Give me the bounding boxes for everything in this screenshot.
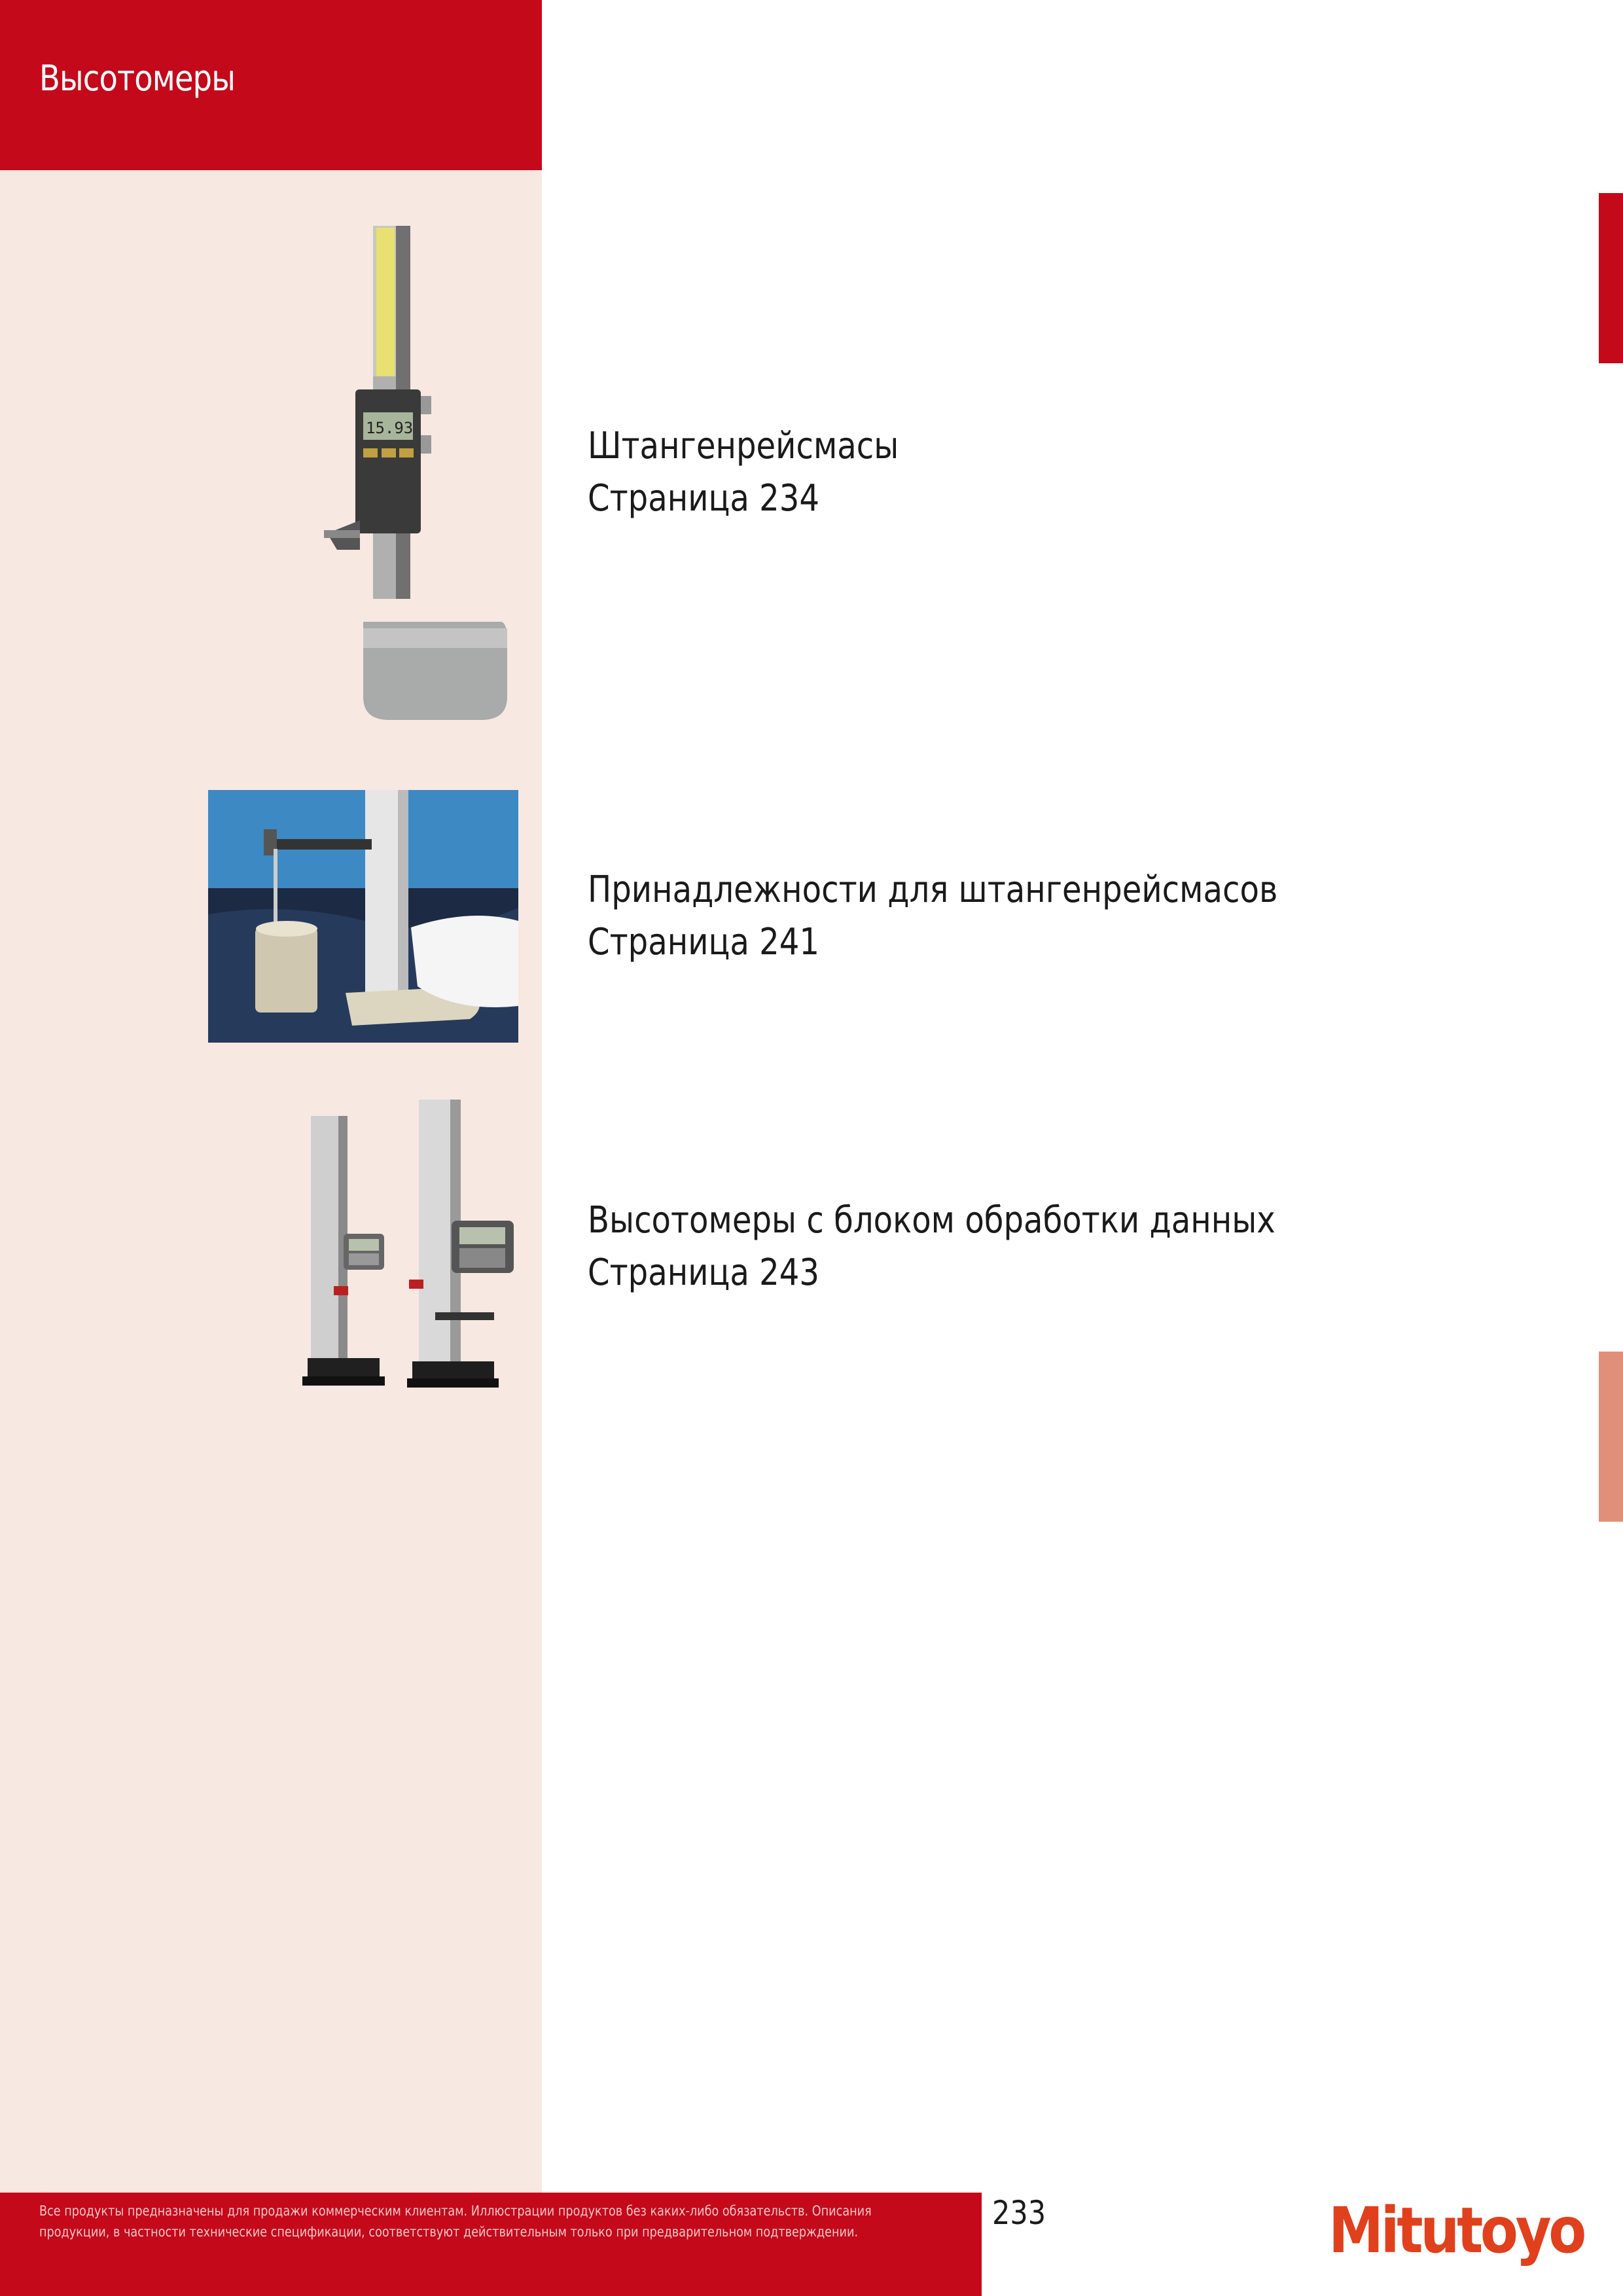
section-header: [0, 0, 542, 170]
entry-title: Штангенрейсмасы: [588, 425, 899, 467]
page-number: 233: [992, 2194, 1046, 2232]
catalog-entry-data-processing[interactable]: [588, 1194, 1275, 1299]
gauge-display-value: 15.93: [366, 419, 414, 437]
entry-page-ref: Страница 241: [588, 921, 820, 963]
digital-height-gauge-photo: [298, 223, 514, 726]
entry-page-ref: Страница 243: [588, 1251, 820, 1294]
catalog-entry-height-gauges[interactable]: [588, 420, 899, 525]
footer-disclaimer: Все продукты предназначены для продажи коммерческим клиентам. Иллюстрации продуктов без каких-либо обязательств. Описания продукции, в частности технические спецификации, соответствуют действительным только при предварительном подтверждении.: [39, 2203, 872, 2240]
height-gauge-accessories-photo: [208, 790, 518, 1043]
mitutoyo-logo: Mitutoyo: [1329, 2194, 1584, 2267]
chapter-tab: [1599, 1352, 1623, 1522]
entry-title: Принадлежности для штангенрейсмасов: [588, 869, 1278, 911]
height-gauges-with-processor-photo: [294, 1096, 517, 1391]
entry-page-ref: Страница 234: [588, 477, 820, 520]
entry-title: Высотомеры с блоком обработки данных: [588, 1199, 1275, 1242]
catalog-entry-accessories[interactable]: [588, 864, 1277, 969]
chapter-tab-active: [1599, 193, 1623, 363]
section-title: Высотомеры: [39, 58, 236, 99]
